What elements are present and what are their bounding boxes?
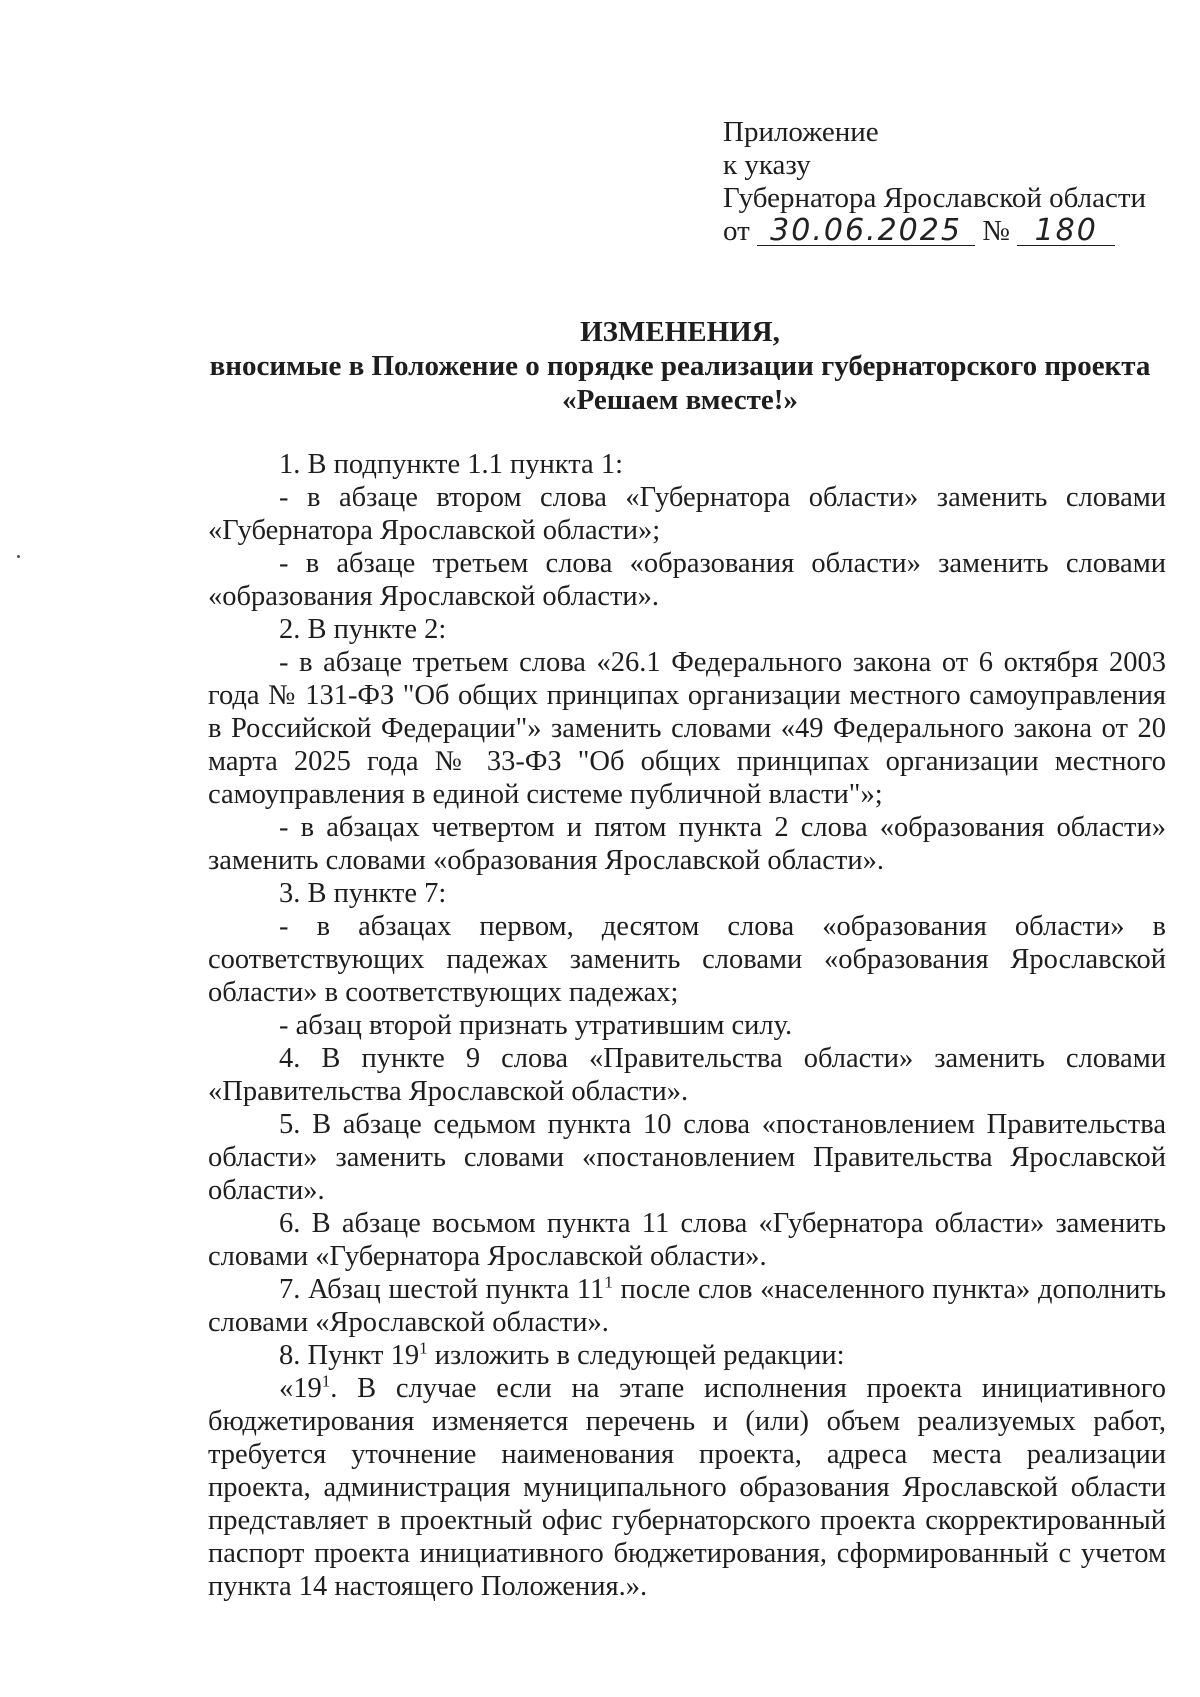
number-sign: № xyxy=(982,215,1010,247)
item-3-sub-b: - абзац второй признать утратившим силу. xyxy=(279,1010,793,1041)
handwritten-number: 180 xyxy=(1017,217,1115,246)
item-1-sub-b: - в абзаце третьем слова «образования области» заменить словами «образования Ярославской области». xyxy=(208,548,1166,612)
item-2-sub-a: - в абзаце третьем слова «26.1 Федерального закона от 6 октября 2003 года № 131-ФЗ "Об общих принципах организации местного самоуправления в Российской Федерации"» заменить словами «49 Федерального закона от 20 марта 2025 года № 33-ФЗ "Об общих принципах организации местного самоуправления в единой системе публичной власти"»; xyxy=(208,647,1166,810)
title-line-1: ИЗМЕНЕНИЯ, xyxy=(580,316,780,348)
item-4: 4. В пункте 9 слова «Правительства области» заменить словами «Правительства Ярославской области». xyxy=(208,1043,1166,1107)
date-prefix: от xyxy=(723,215,750,247)
quoted-new-clause xyxy=(208,1372,1166,1603)
scan-speck xyxy=(17,555,20,558)
title-line-2: вносимые в Положение о порядке реализации губернаторского проекта xyxy=(209,350,1151,382)
quote-text-start: «19 xyxy=(279,1373,322,1404)
item-8 xyxy=(208,1339,1166,1372)
document-title xyxy=(200,315,1160,417)
item-5: 5. В абзаце седьмом пункта 10 слова «постановлением Правительства области» заменить словами «постановлением Правительства Ярославской области». xyxy=(208,1109,1166,1206)
item-3-sub-a: - в абзацах первом, десятом слова «образования области» в соответствующих падежах заменить словами «образования Ярославской области» в соответствующих падежах; xyxy=(208,911,1166,1008)
item-1-sub-a: - в абзаце втором слова «Губернатора области» заменить словами «Губернатора Ярославской области»; xyxy=(208,482,1166,546)
item-2-sub-b: - в абзацах четвертом и пятом пункта 2 слова «образования области» заменить словами «образования Ярославской области». xyxy=(208,812,1166,876)
item-3: 3. В пункте 7: xyxy=(279,878,447,909)
quote-superscript: 1 xyxy=(321,1371,331,1391)
item-7-text-start: 7. Абзац шестой пункта 11 xyxy=(279,1274,605,1305)
appendix-header xyxy=(723,116,1146,248)
item-8-text-start: 8. Пункт 19 xyxy=(279,1340,420,1371)
item-8-superscript: 1 xyxy=(419,1338,428,1358)
appendix-line-2: к указу xyxy=(723,149,811,181)
item-7-superscript: 1 xyxy=(604,1272,613,1292)
appendix-line-1: Приложение xyxy=(723,116,879,148)
item-2: 2. В пункте 2: xyxy=(279,614,447,645)
quote-text-end: . В случае если на этапе исполнения проекта инициативного бюджетирования изменяется перечень и (или) объем реализуемых работ, требуется уточнение наименования проекта, адреса места реализации проекта, администрация муниципального образования Ярославской области представляет в проектный офис губернаторского проекта скорректированный паспорт проекта инициативного бюджетирования, сформированный с учетом пункта 14 настоящего Положения.». xyxy=(208,1373,1166,1602)
item-1: 1. В подпункте 1.1 пункта 1: xyxy=(279,449,623,480)
item-7-text-end: после слов «населенного пункта» дополнить словами «Ярославской области». xyxy=(208,1274,1167,1338)
title-line-3: «Решаем вместе!» xyxy=(562,384,798,416)
item-8-text-end: изложить в следующей редакции: xyxy=(427,1340,845,1371)
item-6: 6. В абзаце восьмом пункта 11 слова «Губернатора области» заменить словами «Губернатора Ярославской области». xyxy=(208,1208,1166,1272)
document-body xyxy=(208,448,1166,1603)
appendix-date-line xyxy=(723,215,1146,248)
item-7 xyxy=(208,1273,1166,1339)
handwritten-date: 30.06.2025 xyxy=(757,217,975,246)
appendix-line-3: Губернатора Ярославской области xyxy=(723,182,1147,214)
